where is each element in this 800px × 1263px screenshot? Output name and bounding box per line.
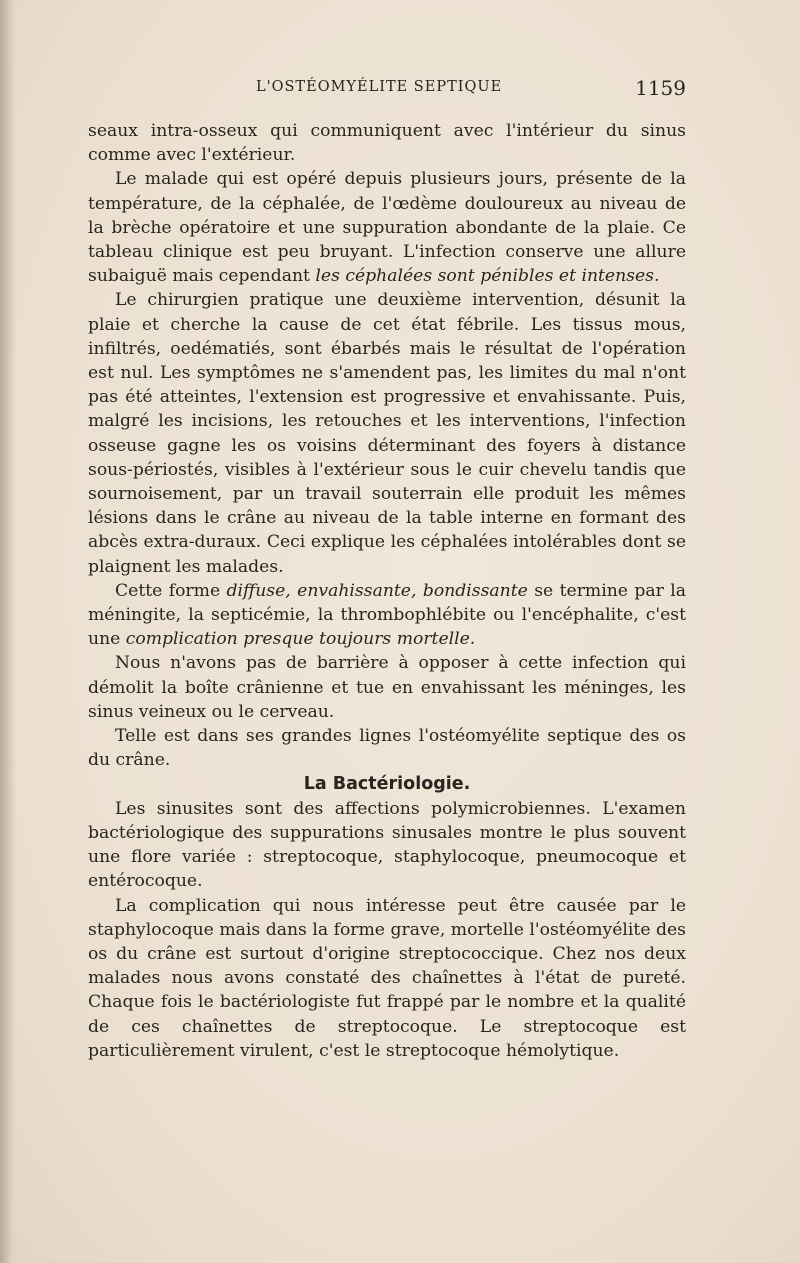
paragraph: [88, 579, 686, 652]
paragraph: [88, 119, 686, 167]
page-header: [88, 76, 686, 104]
section-title: La Bactériologie.: [303, 774, 471, 795]
paragraph: [88, 894, 686, 1063]
paragraph-text: La complication qui nous intéresse peut être causée par le staphylocoque mais dans la forme grave, mortelle l'ostéomyélite des os du crâne est surtout d'origine streptococcique. Chez nos deux malades nous avons constaté des chaînettes à l'état de pureté. Chaque fois le bactériologiste fut frappé par le nombre et la qualité de ces chaînettes de streptocoque. Le streptocoque est particulièrement virulent, c'est le streptocoque hémolytique.: [88, 895, 686, 1061]
paragraph-text: Telle est dans ses grandes lignes l'ostéomyélite septique des os du crâne.: [88, 726, 686, 771]
body-text: [88, 119, 686, 1063]
paragraph-text: Le malade qui est opéré depuis plusieurs jours, présente de la température, de la céphalée, de l'œdème douloureux au niveau de la brèche opératoire et une suppuration abondante de la plaie. Ce tableau clinique est peu bruyant. L'infection conserve une allure subaiguë mais cependant: [88, 169, 686, 287]
paragraph-text: Cette forme: [115, 580, 227, 601]
running-title: L'OSTÉOMYÉLITE SEPTIQUE: [256, 79, 503, 95]
page-binding-edge: [0, 0, 16, 1263]
paragraph-text: se termine par la méningite, la septicémie, la thrombophlébite ou l'encéphalite, c'est une: [88, 580, 686, 650]
paragraph: [88, 167, 686, 288]
page-number: 1159: [635, 76, 686, 100]
emphasized-text: complication presque toujours mortelle.: [125, 629, 476, 650]
emphasized-text: les céphalées sont pénibles et intenses.: [315, 266, 660, 287]
paragraph-text: Le chirurgien pratique une deuxième intervention, désunit la plaie et cherche la cause de cet état fébrile. Les tissus mous, infiltrés, oedématiés, sont ébarbés mais le résultat de l'opération est nul. Les symptômes ne s'amendent pas, les limites du mal n'ont pas été atteintes, l'extension est progressive et envahissante. Puis, malgré les incisions, les retouches et les interventions, l'infection osseuse gagne les os voisins déterminant des foyers à distance sous-périostés, visibles à l'extérieur sous le cuir chevelu tandis que sournoisement, par un travail souterrain elle produit les mêmes lésions dans le crâne au niveau de la table interne en formant des abcès extra-duraux. Ceci explique les céphalées intolérables dont se plaignent les malades.: [88, 290, 686, 577]
paragraph: [88, 797, 686, 894]
paragraph: [88, 288, 686, 578]
paragraph-text: Nous n'avons pas de barrière à opposer à cette infection qui démolit la boîte crânienne et tue en envahissant les méninges, les sinus veineux ou le cerveau.: [88, 653, 686, 722]
paragraph: [88, 651, 686, 724]
paragraph-text: seaux intra-osseux qui communiquent avec l'intérieur du sinus comme avec l'extérieur.: [88, 121, 686, 166]
paragraph-text: Les sinusites sont des affections polymicrobiennes. L'examen bactériologique des suppurations sinusales montre le plus souvent une flore variée : streptocoque, staphylocoque, pneumocoque et entérocoque.: [88, 798, 686, 892]
emphasized-text: diffuse, envahissante, bondissante: [226, 580, 528, 601]
paragraph: [88, 724, 686, 772]
